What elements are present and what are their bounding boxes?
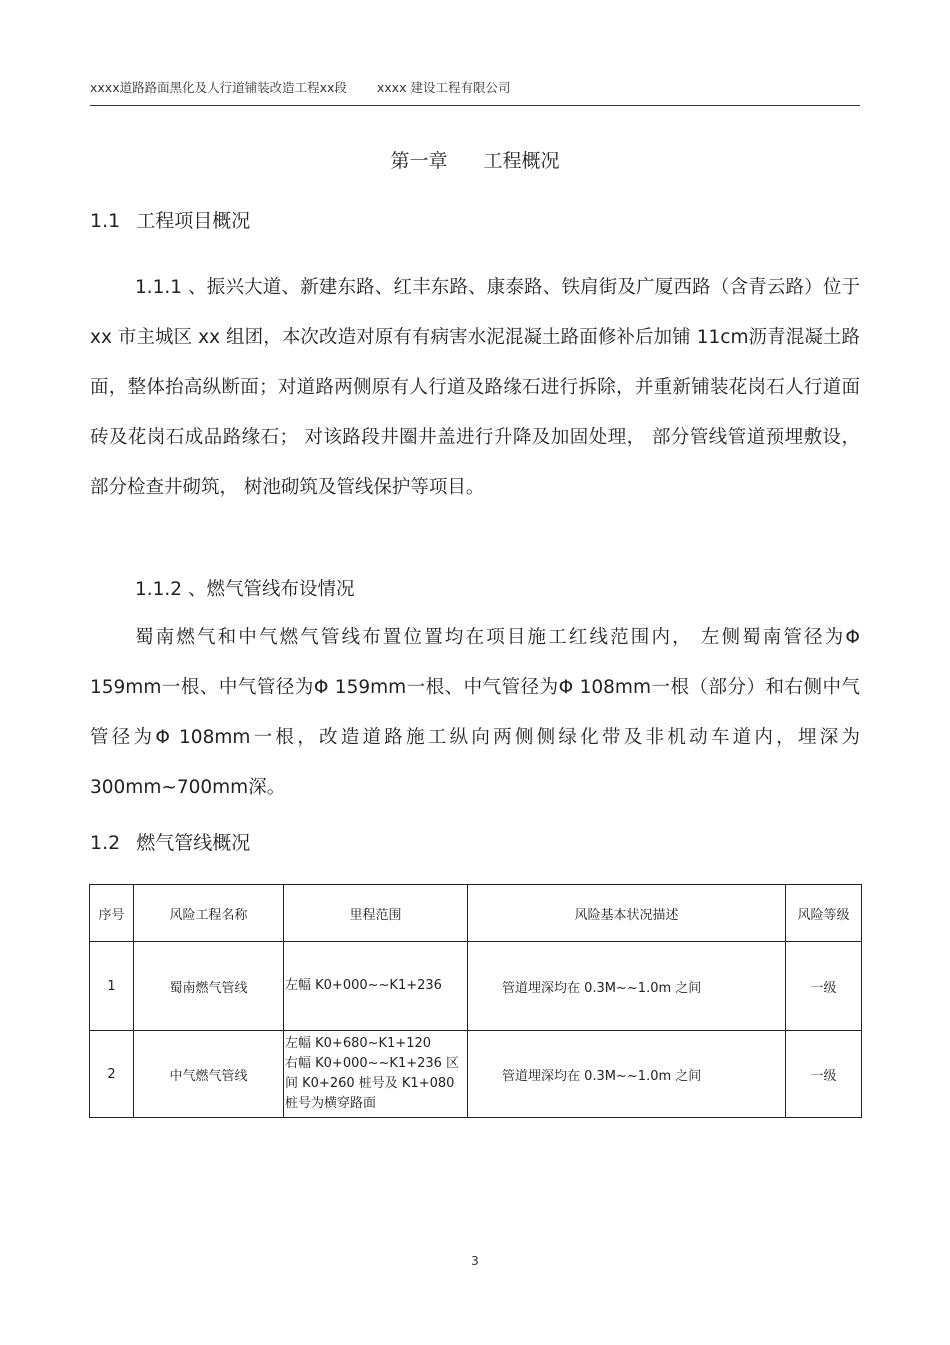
project-overview-paragraph xyxy=(90,263,860,513)
section-heading-1-2 xyxy=(90,828,250,855)
cell-mileage xyxy=(284,942,468,1031)
header-cell-no: 序号 xyxy=(90,885,134,942)
mileage-line: 左幅 K0+000~~K1+236 xyxy=(285,978,442,993)
section-title: 燃气管线概况 xyxy=(136,832,251,854)
gas-pipeline-paragraph xyxy=(90,613,860,813)
header-project-name: xxxx道路路面黑化及人行道铺装改造工程xx段 xyxy=(90,80,347,95)
header-cell-desc: 风险基本状况描述 xyxy=(468,885,786,942)
cell-name: 中气燃气管线 xyxy=(134,1031,284,1118)
header-divider xyxy=(90,105,860,106)
header-cell-mileage: 里程范围 xyxy=(284,885,468,942)
cell-no: 1 xyxy=(90,942,134,1031)
chapter-name: 工程概况 xyxy=(483,150,560,172)
subsection-heading-1-1-2: 1.1.2 、燃气管线布设情况 xyxy=(135,579,355,600)
section-title: 工程项目概况 xyxy=(136,210,251,232)
cell-name: 蜀南燃气管线 xyxy=(134,942,284,1031)
cell-desc: 管道埋深均在 0.3M~~1.0m 之间 xyxy=(468,942,786,1031)
cell-level: 一级 xyxy=(786,942,862,1031)
page-header xyxy=(90,78,510,96)
chapter-number: 第一章 xyxy=(390,150,448,172)
cell-level: 一级 xyxy=(786,1031,862,1118)
header-cell-name: 风险工程名称 xyxy=(134,885,284,942)
mileage-line: 桩号为横穿路面 xyxy=(285,1096,377,1111)
paragraph-1-1-1: 1.1.1 、振兴大道、新建东路、红丰东路、康泰路、铁肩街及广厦西路（含青云路）位于 xx 市主城区 xx 组团，本次改造对原有有病害水泥混凝土路面修补后加铺 11cm沥青混凝土路面，整体抬高纵断面；对道路两侧原有人行道及路缘石进行拆除，并重新铺装花岗石人行道面砖及花岗石成品路缘石； 对该路段井圈井盖进行升降及加固处理， 部分管线管道预埋敷设， 部分检查井砌筑， 树池砌筑及管线保护等项目。 xyxy=(90,277,860,498)
chapter-title xyxy=(0,146,950,173)
section-number: 1.2 xyxy=(90,832,121,854)
paragraph-gas-pipeline: 蜀南燃气和中气燃气管线布置位置均在项目施工红线范围内， 左侧蜀南管径为Φ 159mm一根、中气管径为Φ 159mm一根、中气管径为Φ 108mm一根（部分）和右侧中气管径为Φ 108mm一根，改造道路施工纵向两侧侧绿化带及非机动车道内，埋深为 300mm~700mm深。 xyxy=(90,627,860,798)
section-number: 1.1 xyxy=(90,210,121,232)
table-row xyxy=(90,942,862,1031)
table-header-row xyxy=(90,885,862,942)
mileage-line: 右幅 K0+000~~K1+236 区 xyxy=(285,1056,460,1071)
section-heading-1-1 xyxy=(90,206,250,233)
cell-no: 2 xyxy=(90,1031,134,1118)
header-company-name: xxxx 建设工程有限公司 xyxy=(376,80,511,95)
mileage-line: 间 K0+260 桩号及 K1+080 xyxy=(285,1076,455,1091)
header-cell-level: 风险等级 xyxy=(786,885,862,942)
mileage-line: 左幅 K0+680~K1+120 xyxy=(285,1036,432,1051)
cell-desc: 管道埋深均在 0.3M~~1.0m 之间 xyxy=(468,1031,786,1118)
risk-table xyxy=(89,884,862,1118)
table-row xyxy=(90,1031,862,1118)
page-number: 3 xyxy=(471,1254,479,1268)
cell-mileage xyxy=(284,1031,468,1118)
